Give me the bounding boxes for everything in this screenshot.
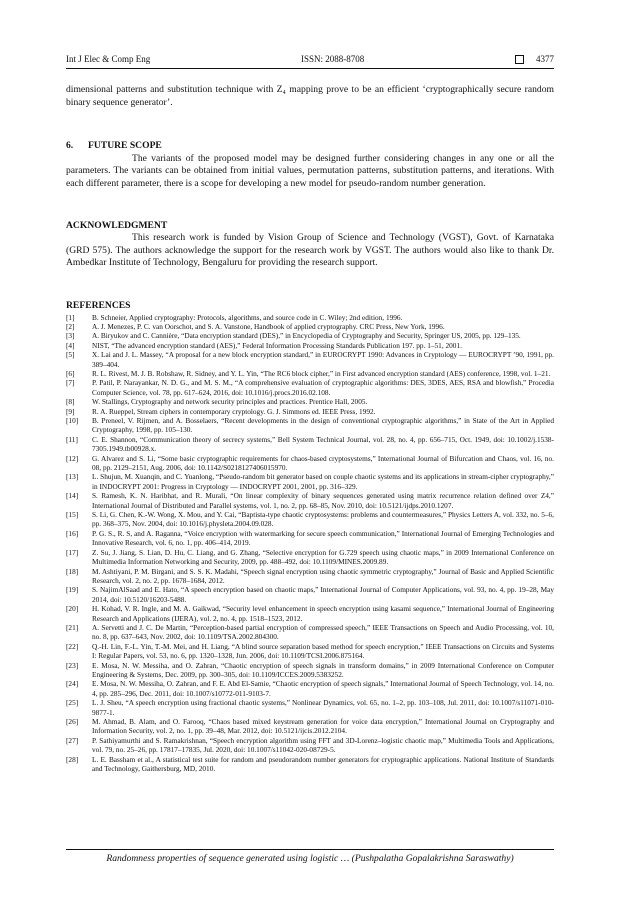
footer-rule bbox=[66, 849, 554, 850]
page-number-group bbox=[515, 54, 554, 64]
reference-number: [10] bbox=[66, 416, 79, 425]
reference-text: A. Biryukov and C. Cannière, “Data encryption standard (DES),” in Encyclopedia of Cryptography and Security, Springer US, 2005, pp. 129–135. bbox=[92, 331, 521, 341]
reference-item bbox=[66, 698, 554, 717]
reference-item bbox=[66, 397, 554, 406]
reference-text: P. Sathiyamurthi and S. Ramakrishnan, “Speech encryption algorithm using FFT and 3D-Lorenz–logistic chaotic map,” Multimedia Tools and Applications, vol. 79, no. 25–26, pp. 17817–17835, Jul. 2020, doi: 10.1007/s11042-020-08729-5. bbox=[92, 735, 554, 755]
journal-name: Int J Elec & Comp Eng bbox=[66, 54, 151, 64]
reference-text: G. Alvarez and S. Li, “Some basic cryptographic requirements for chaos-based cryptosystems,” International Journal of Bifurcation and Chaos, vol. 16, no. 08, pp. 2129–2151, Aug. 2006, doi: 10.1142/S0218127406015970. bbox=[92, 453, 554, 473]
reference-text: M. Ashtiyani, P. M. Birgani, and S. S. K. Madahi, “Speech signal encryption using chaotic symmetric cryptography,” Journal of Basic and Applied Scientific Research, vol. 2, no. 2, pp. 1678–1684, 2012. bbox=[92, 566, 554, 585]
reference-number: [5] bbox=[66, 350, 75, 360]
acknowledgment-text: This research work is funded by Vision Group of Science and Technology (VGST), Govt. of Karnataka (GRD 575). The authors acknowledge the support for the research work by VGST. The authors would also like to thank Dr. Ambedkar Institute of Technology, Bengaluru for providing the research support. bbox=[66, 232, 554, 269]
reference-text: M. Ahmad, B. Alam, and O. Farooq, “Chaos based mixed keystream generation for voice data encryption,” International Journal on Cryptography and Information Security, vol. 2, no. 1, pp. 39–48, Mar. 2012, doi: 10.5121/ijcis.2012.2104. bbox=[92, 717, 554, 736]
reference-item bbox=[66, 369, 554, 378]
reference-text: A. Servetti and J. C. De Martin, “Perception-based partial encryption of compressed speech,” IEEE Transactions on Speech and Audio Processing, vol. 10, no. 8, pp. 637–643, Nov. 2002, doi: 10.1109/TSA.2002.804300. bbox=[92, 622, 554, 642]
reference-number: [26] bbox=[66, 717, 79, 726]
reference-number: [22] bbox=[66, 641, 79, 651]
issn: ISSN: 2088-8708 bbox=[300, 54, 365, 64]
reference-number: [15] bbox=[66, 510, 79, 520]
reference-number: [17] bbox=[66, 547, 79, 557]
reference-number: [16] bbox=[66, 528, 79, 538]
reference-text: R. A. Rueppel, Stream ciphers in contemporary cryptology. G. J. Simmons ed. IEEE Press, 1992. bbox=[92, 406, 376, 416]
reference-number: [7] bbox=[66, 378, 75, 388]
reference-text: P. G. S., R. S, and A. Raganna, “Voice encryption with watermarking for secure speech communication,” International Journal of Emerging Technologies and Innovative Research, vol. 6, no. 1, pp. 406–414, 2019. bbox=[92, 528, 554, 548]
reference-text: E. Mosa, N. W. Messiha, and O. Zahran, “Chaotic encryption of speech signals in transform domains,” in 2009 International Conference on Computer Engineering & Systems, Dec. 2009, pp. 300–305, doi: 10.1109/ICCES.2009.5383252. bbox=[92, 660, 554, 679]
reference-number: [27] bbox=[66, 735, 79, 745]
reference-item bbox=[66, 548, 554, 567]
reference-item bbox=[66, 623, 554, 642]
reference-item bbox=[66, 313, 554, 322]
reference-number: [21] bbox=[66, 622, 79, 632]
reference-number: [6] bbox=[66, 368, 75, 378]
section-number: 6. bbox=[66, 140, 74, 152]
reference-number: [2] bbox=[66, 321, 75, 331]
reference-text: L. Shujun, M. Xuanqin, and C. Yuanlong, “Pseudo-random bit generator based on couple chaotic systems and its applications in stream-cipher cryptography,” in INDOCRYPT 2001: Progress in Cryptology — INDOCRYPT 2001, 2001, pp. 316–329. bbox=[92, 472, 554, 491]
reference-number: [28] bbox=[66, 754, 79, 764]
reference-item bbox=[66, 604, 554, 623]
reference-text: S. Li, G. Chen, K.-W. Wong, X. Mou, and Y. Cai, “Baptista-type chaotic cryptosystems: problems and countermeasures,” Physics Letters A, vol. 332, no. 5–6, pp. 368–375, Nov. 2004, doi: 10.1016/j.physleta.2004.09.028. bbox=[92, 510, 554, 529]
reference-item bbox=[66, 679, 554, 698]
section-heading-references: REFERENCES bbox=[66, 299, 131, 311]
reference-item bbox=[66, 642, 554, 661]
intro-paragraph: dimensional patterns and substitution technique with Z₄ mapping prove to be an efficient ‘cryptographically secure random binary sequence generator’. bbox=[66, 84, 554, 108]
checkbox-square-icon bbox=[515, 55, 524, 64]
reference-item bbox=[66, 416, 554, 435]
reference-item bbox=[66, 717, 554, 736]
reference-text: L. E. Bassham et al., A statistical test suite for random and pseudorandom number generators for cryptographic applications. National Institute of Standards and Technology, Gaithersburg, MD, 2010. bbox=[92, 754, 554, 774]
reference-item bbox=[66, 350, 554, 369]
reference-number: [4] bbox=[66, 340, 75, 350]
reference-text: L. J. Sheu, “A speech encryption using fractional chaotic systems,” Nonlinear Dynamics, vol. 65, no. 1–2, pp. 103–108, Jul. 2011, doi: 10.1007/s11071-010-9877-1. bbox=[92, 698, 554, 717]
main-content bbox=[66, 84, 554, 773]
reference-text: Q.-H. Lin, F.-L. Yin, T.-M. Mei, and H. Liang, “A blind source separation based method for speech encryption,” IEEE Transactions on Circuits and Systems I: Regular Papers, vol. 53, no. 6, pp. 1320–1328, Jun. 2006, doi: 10.1109/TCSI.2006.875164. bbox=[92, 641, 554, 661]
reference-number: [12] bbox=[66, 453, 79, 463]
running-header bbox=[66, 52, 554, 66]
reference-text: E. Mosa, N. W. Messiha, O. Zahran, and F. E. Abd El-Samie, “Chaotic encryption of speech signals,” International Journal of Speech Technology, vol. 14, no. 4, pp. 285–296, Dec. 2011, doi: 10.1007/s10772-011-9103-7. bbox=[92, 679, 554, 698]
reference-text: W. Stallings, Cryptography and network security principles and practices. Prentice Hall, 2005. bbox=[92, 397, 368, 407]
reference-number: [20] bbox=[66, 604, 79, 614]
reference-item bbox=[66, 472, 554, 491]
reference-item bbox=[66, 736, 554, 755]
reference-item bbox=[66, 567, 554, 586]
reference-number: [18] bbox=[66, 566, 79, 576]
reference-item bbox=[66, 341, 554, 350]
reference-item bbox=[66, 378, 554, 397]
reference-text: A. J. Menezes, P. C. van Oorschot, and S. A. Vanstone, Handbook of applied cryptography. CRC Press, New York, 1996. bbox=[92, 321, 445, 331]
reference-item bbox=[66, 529, 554, 548]
reference-text: X. Lai and J. L. Massey, “A proposal for a new block encryption standard,” in EUROCRYPT 1990: Advances in Cryptology — EUROCRYPT ’90, 1991, pp. 389–404. bbox=[92, 350, 554, 369]
reference-item bbox=[66, 407, 554, 416]
references-list bbox=[66, 313, 554, 774]
reference-number: [19] bbox=[66, 585, 79, 595]
future-scope-text: The variants of the proposed model may be designed further considering changes in any one or all the parameters. The variants can be obtained from initial values, permutation patterns, substitution patterns, and iterations. With each different parameter, there is a scope for developing a new model for pseudo-random number generation. bbox=[66, 152, 554, 189]
reference-text: S. Ramesh, K. N. Haribhat, and R. Murali, “On linear complexity of binary sequences generated using matrix recurrence relation defined over Z4,” International Journal of Distributed and Parallel systems, vol. 1, no. 2, pp. 68–85, Nov. 2010, doi: 10.5121/ijdps.2010.1207. bbox=[92, 491, 554, 510]
reference-number: [11] bbox=[66, 434, 78, 444]
section-heading-future-scope bbox=[66, 140, 554, 153]
header-rule bbox=[66, 68, 554, 69]
section-title: FUTURE SCOPE bbox=[88, 140, 162, 152]
reference-number: [3] bbox=[66, 331, 75, 341]
reference-number: [14] bbox=[66, 491, 79, 501]
page-number: 4377 bbox=[535, 54, 554, 64]
reference-item bbox=[66, 755, 554, 774]
reference-text: C. E. Shannon, “Communication theory of secrecy systems,” Bell System Technical Journal, vol. 28, no. 4, pp. 656–715, Oct. 1949, doi: 10.1002/j.1538-7305.1949.tb00928.x. bbox=[92, 434, 554, 454]
reference-number: [1] bbox=[66, 312, 75, 322]
reference-text: B. Schneier, Applied cryptography: Protocols, algorithms, and source code in C. Wiley; 2nd edition, 1996. bbox=[92, 312, 403, 322]
section-heading-acknowledgment: ACKNOWLEDGMENT bbox=[66, 219, 168, 231]
reference-text: Z. Su, J. Jiang, S. Lian, D. Hu, C. Liang, and G. Zhang, “Selective encryption for G.729 speech using chaotic maps,” in 2009 International Conference on Multimedia Information Networking and Security, 2009, pp. 488–492, doi: 10.1109/MINES.2009.89. bbox=[92, 547, 554, 567]
reference-number: [9] bbox=[66, 406, 75, 416]
reference-item bbox=[66, 322, 554, 331]
reference-text: R. L. Rivest, M. J. B. Robshaw, R. Sidney, and Y. L. Yin, “The RC6 block cipher,” in First advanced encryption standard (AES) conference, 1998, vol. 1–21. bbox=[92, 368, 551, 378]
reference-item bbox=[66, 661, 554, 680]
reference-number: [23] bbox=[66, 660, 79, 670]
reference-text: B. Preneel, V. Rijmen, and A. Bosselaers, “Recent developments in the design of conventional cryptographic algorithms,” in State of the Art in Applied Cryptography, 1998, pp. 105–130. bbox=[92, 416, 554, 435]
reference-text: P. Patil, P. Narayankar, N. D. G., and M. S. M., “A comprehensive evaluation of cryptographic algorithms: DES, 3DES, AES, RSA and blowfish,” Procedia Computer Science, vol. 78, pp. 617–624, 2016, doi: 10.1016/j.procs.2016.02.108. bbox=[92, 378, 554, 397]
reference-number: [8] bbox=[66, 397, 75, 407]
reference-number: [24] bbox=[66, 679, 79, 689]
reference-item bbox=[66, 491, 554, 510]
reference-item bbox=[66, 331, 554, 340]
reference-text: S. NajimAlSaad and E. Hato, “A speech encryption based on chaotic maps,” International Journal of Computer Applications, vol. 93, no. 4, pp. 19–28, May 2014, doi: 10.5120/16203-5488. bbox=[92, 585, 554, 604]
reference-item bbox=[66, 435, 554, 454]
reference-text: H. Kohad, V. R. Ingle, and M. A. Gaikwad, “Security level enhancement in speech encryption using kasami sequence,” International Journal of Engineering Research and Applications (IJERA), vol. 2, no. 4, pp. 1518–1523, 2012. bbox=[92, 604, 554, 623]
reference-item bbox=[66, 510, 554, 529]
reference-number: [13] bbox=[66, 472, 79, 482]
running-footer: Randomness properties of sequence generated using logistic … (Pushpalatha Gopalakrishna Saraswathy) bbox=[106, 853, 514, 864]
reference-item bbox=[66, 454, 554, 473]
reference-number: [25] bbox=[66, 698, 79, 708]
reference-item bbox=[66, 585, 554, 604]
reference-text: NIST, “The advanced encryption standard (AES),” Federal Information Processing Standards Publication 197. pp. 1–51, 2001. bbox=[92, 340, 462, 350]
